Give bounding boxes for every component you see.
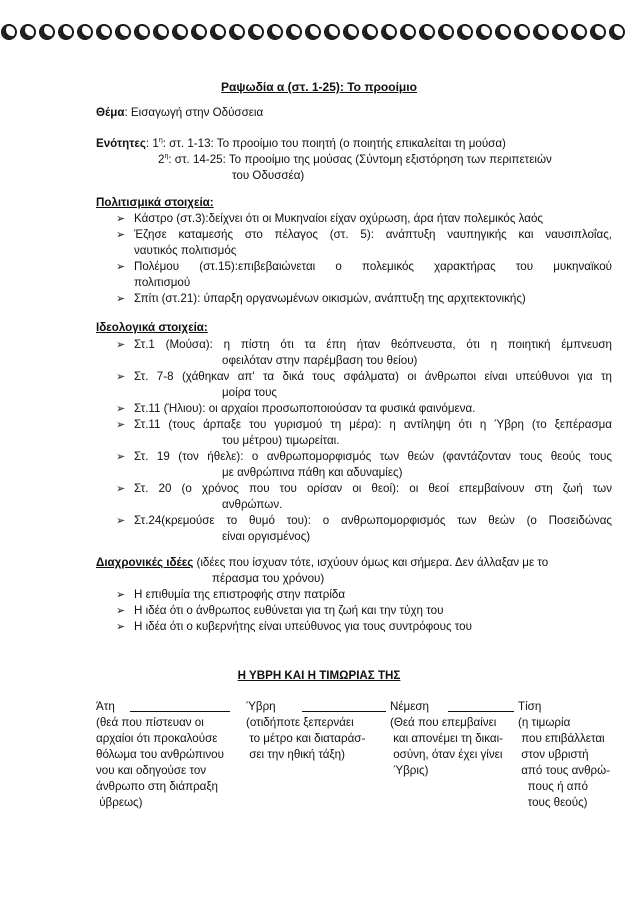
list-item-continued: πολιτισμού [134, 276, 191, 289]
list-item: Στ.1 (Μούσα): η πίστη ότι τα έπη ήταν θεόπνευστα, ότι η ποιητική έμπνευση [134, 338, 612, 351]
theme-label: Θέμα [96, 106, 125, 119]
timeless-ideas-line [96, 555, 548, 571]
list-item-continued: ναυτικός πολιτισμός [134, 244, 237, 257]
arrow-bullet-icon: ➢ [116, 589, 126, 601]
swirl-ornament-icon [457, 24, 473, 40]
list-item: Η ιδέα ότι ο κυβερνήτης είναι υπεύθυνος για τους συντρόφους του [134, 620, 472, 633]
units-line-2-continued: του Οδυσσέα) [232, 169, 305, 182]
swirl-ornament-icon [305, 24, 321, 40]
swirl-ornament-icon [552, 24, 568, 40]
list-item: Στ. 19 (τον ήθελε): ο ανθρωπομορφισμός των θεών (φαντάζονταν τους θεούς τους [134, 450, 612, 463]
swirl-ornament-icon [514, 24, 530, 40]
list-item: Στ.24(κρεμούσε το θυμό του): ο ανθρωπομορφισμός των θεών (ο Ποσειδώνας [134, 514, 612, 527]
list-item: Έζησε καταμεσής στο πέλαγος (στ. 5): ανάπτυξη ναυπηγικής και ναυσιπλοΐας, [134, 228, 612, 241]
arrow-bullet-icon: ➢ [116, 451, 126, 463]
list-item-continued: ανθρώπων. [222, 498, 283, 511]
timeless-ideas-text: (ιδέες που ίσχυαν τότε, ισχύουν όμως και σήμερα. Δεν άλλαξαν με το [193, 556, 549, 569]
arrow-bullet-icon: ➢ [116, 293, 126, 305]
swirl-ornament-icon [571, 24, 587, 40]
list-item: Στ. 7-8 (χάθηκαν απ' τα δικά τους σφάλματα) οι άνθρωποι είναι υπεύθυνοι για τη [134, 370, 612, 383]
theme-text: : Εισαγωγή στην Οδύσσεια [124, 106, 264, 119]
swirl-ornament-icon [229, 24, 245, 40]
swirl-ornament-icon [286, 24, 302, 40]
list-item: Κάστρο (στ.3):δείχνει ότι οι Μυκηναίοι είχαν οχύρωση, άρα ήταν πολεμικός λαός [134, 212, 544, 225]
list-item: Στ.11 (τους άρπαξε του γυρισμού τη μέρα): η αντίληψη ότι η Ύβρη (το ξεπέρασμα [134, 418, 612, 431]
swirl-ornament-icon [381, 24, 397, 40]
swirl-ornament-icon [153, 24, 169, 40]
list-item: Η ιδέα ότι ο άνθρωπος ευθύνεται για τη ζωή και την τύχη του [134, 604, 444, 617]
arrow-bullet-icon: ➢ [116, 339, 126, 351]
swirl-ornament-icon [476, 24, 492, 40]
arrow-line [302, 711, 386, 712]
arrow-bullet-icon: ➢ [116, 483, 126, 495]
swirl-ornament-icon [191, 24, 207, 40]
swirl-ornament-icon [77, 24, 93, 40]
swirl-ornament-icon [533, 24, 549, 40]
swirl-ornament-icon [267, 24, 283, 40]
swirl-ornament-icon [400, 24, 416, 40]
cultural-heading: Πολιτισμικά στοιχεία: [96, 196, 214, 209]
theme-line [96, 105, 263, 121]
arrow-line [130, 711, 230, 712]
list-item-continued: οφειλόταν στην παρέμβαση του θείου) [222, 354, 418, 367]
swirl-ornament-icon [419, 24, 435, 40]
list-item: Σπίτι (στ.21): ύπαρξη οργανωμένων οικισμών, ανάπτυξη της αρχιτεκτονικής) [134, 292, 526, 305]
list-item-continued: μοίρα τους [222, 386, 278, 399]
arrow-bullet-icon: ➢ [116, 213, 126, 225]
swirl-ornament-icon [609, 24, 625, 40]
arrow-bullet-icon: ➢ [116, 261, 126, 273]
swirl-ornament-icon [115, 24, 131, 40]
decorative-swirl-border [0, 24, 638, 42]
swirl-ornament-icon [438, 24, 454, 40]
list-item: Στ. 20 (ο χρόνος που του ορίσαν οι θεοί): οι θεοί επεμβαίνουν στη ζωή των [134, 482, 612, 495]
swirl-ornament-icon [248, 24, 264, 40]
arrow-bullet-icon: ➢ [116, 371, 126, 383]
swirl-ornament-icon [96, 24, 112, 40]
list-item-continued: είναι οργισμένος) [222, 530, 311, 543]
swirl-ornament-icon [343, 24, 359, 40]
list-item: Η επιθυμία της επιστροφής στην πατρίδα [134, 588, 346, 601]
arrow-bullet-icon: ➢ [116, 621, 126, 633]
swirl-ornament-icon [495, 24, 511, 40]
swirl-ornament-icon [20, 24, 36, 40]
arrow-bullet-icon: ➢ [116, 605, 126, 617]
swirl-ornament-icon [39, 24, 55, 40]
arrow-bullet-icon: ➢ [116, 229, 126, 241]
list-item: Πολέμου (στ.15):επιβεβαιώνεται ο πολεμικός χαρακτήρας του μυκηναϊκού [134, 260, 612, 273]
swirl-ornament-icon [362, 24, 378, 40]
arrow-bullet-icon: ➢ [116, 403, 126, 415]
units-line-2: $2^\eta$: στ. 14-25: Το προοίμιο της μούσας (Σύντομη εξιστόρηση των περιπετειών [158, 153, 552, 166]
swirl-ornament-icon [590, 24, 606, 40]
list-item: Στ.11 (Ήλιου): οι αρχαίοι προσωποποιούσαν τα φυσικά φαινόμενα. [134, 402, 476, 415]
swirl-ornament-icon [134, 24, 150, 40]
arrow-bullet-icon: ➢ [116, 515, 126, 527]
swirl-ornament-icon [210, 24, 226, 40]
hybris-heading: Η ΥΒΡΗ ΚΑΙ Η ΤΙΜΩΡΙΑΣ ΤΗΣ [237, 669, 401, 682]
arrow-bullet-icon: ➢ [116, 419, 126, 431]
ideological-heading: Ιδεολογικά στοιχεία: [96, 321, 208, 334]
list-item-continued: του μέτρου) τιμωρείται. [222, 434, 340, 447]
swirl-ornament-icon [324, 24, 340, 40]
arrow-line [448, 711, 514, 712]
units-label: Ενότητες [96, 137, 146, 150]
page-title: Ραψωδία α (στ. 1-25): Το προοίμιο [221, 80, 417, 94]
list-item-continued: με ανθρώπινα πάθη και αδυναμίες) [222, 466, 403, 479]
swirl-ornament-icon [1, 24, 17, 40]
timeless-ideas-heading: Διαχρονικές ιδέες [96, 556, 194, 569]
units-line-1: Ενότητες: $1^\eta$: στ. 1-13: Το προοίμιο του ποιητή (ο ποιητής επικαλείται τη μούσα) [96, 137, 506, 150]
swirl-ornament-icon [172, 24, 188, 40]
swirl-ornament-icon [58, 24, 74, 40]
timeless-ideas-continued: πέρασμα του χρόνου) [212, 572, 325, 585]
